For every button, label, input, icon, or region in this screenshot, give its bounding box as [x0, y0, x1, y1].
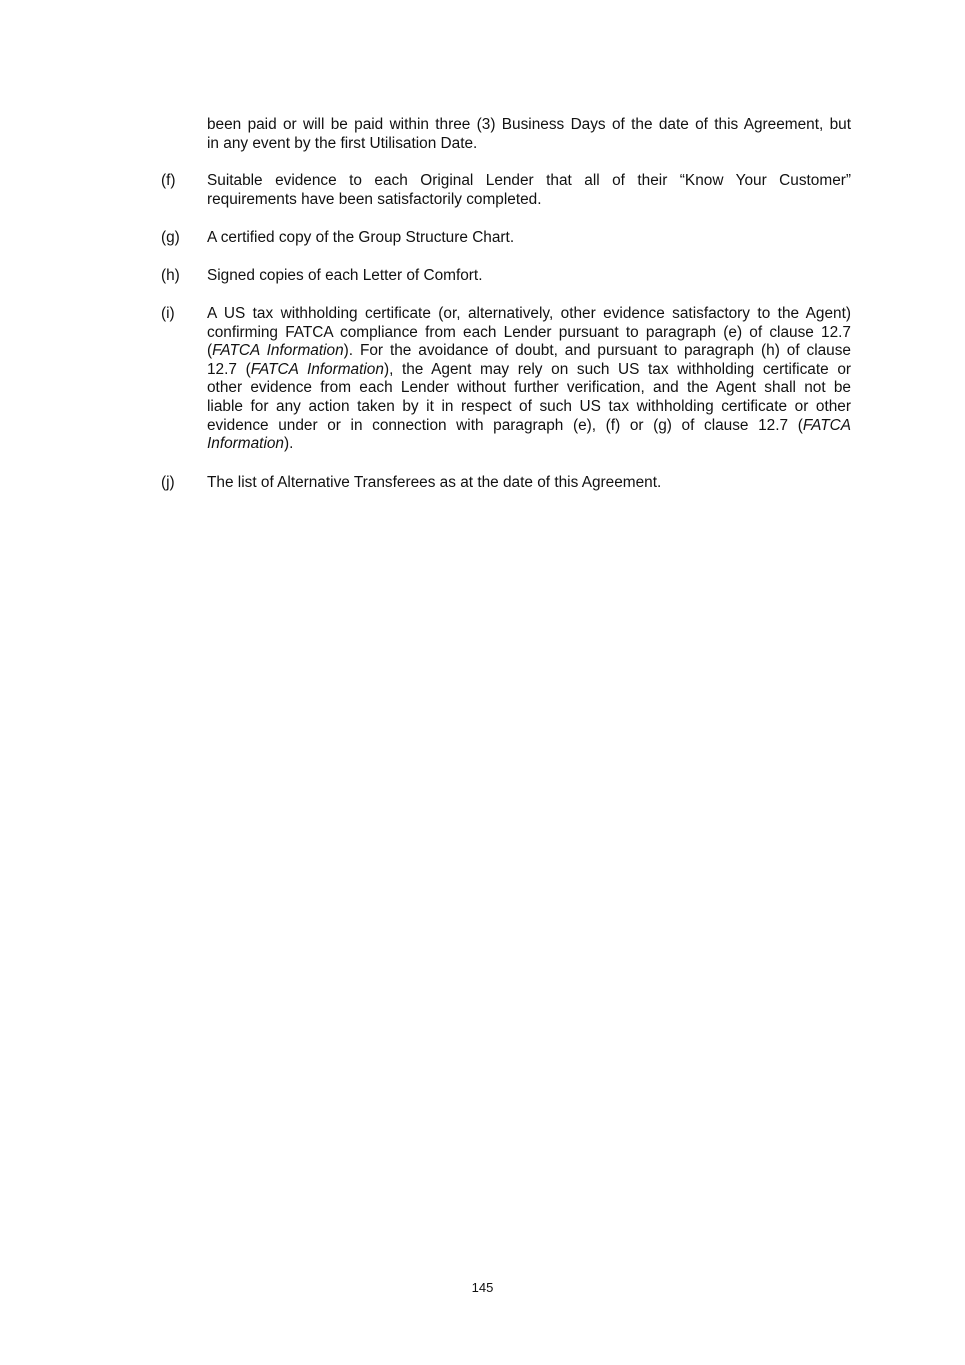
italic-reference: FATCA	[802, 416, 851, 434]
text-line: Suitable evidence to each Original Lender that all of their “Know Your Customer”	[207, 172, 851, 189]
list-item-text	[207, 474, 851, 493]
text-run: ), the Agent may rely on such US tax withholding certificate or	[383, 360, 852, 378]
text-line	[207, 361, 851, 380]
italic-reference: FATCA Information	[212, 342, 344, 360]
text-run: 12.7 (	[207, 360, 251, 378]
text-line: in any event by the first Utilisation Date.	[207, 134, 478, 152]
text-run: ).	[284, 435, 294, 453]
text-line	[207, 435, 851, 454]
list-item-text	[207, 267, 851, 286]
text-line: A certified copy of the Group Structure Chart.	[207, 229, 515, 246]
text-line: liable for any action taken by it in respect of such US tax withholding certificate or other	[207, 397, 851, 415]
text-line: The list of Alternative Transferees as at the date of this Agreement.	[207, 474, 662, 491]
text-line: been paid or will be paid within three (3) Business Days of the date of this Agreement, but	[207, 116, 851, 133]
italic-reference: Information	[207, 435, 284, 453]
list-item-label: (h)	[161, 267, 180, 284]
text-line: other evidence from each Lender without further verification, and the Agent shall not be	[207, 379, 851, 397]
list-item-label: (f)	[161, 172, 176, 189]
text-line: requirements have been satisfactorily completed.	[207, 190, 542, 208]
text-line: Signed copies of each Letter of Comfort.	[207, 267, 483, 284]
list-item-label: (i)	[161, 305, 175, 322]
list-item-text	[207, 305, 851, 454]
paragraph-e-text	[207, 116, 851, 153]
text-run: (	[207, 342, 213, 360]
list-item-label: (j)	[161, 474, 175, 491]
text-line: A US tax withholding certificate (or, alternatively, other evidence satisfactory to the Agent)	[207, 305, 851, 322]
page-number: 145	[471, 1280, 494, 1295]
text-run: ). For the avoidance of doubt, and pursuant to paragraph (h) of clause	[343, 342, 851, 360]
text-line: confirming FATCA compliance from each Lender pursuant to paragraph (e) of clause 12.7	[207, 323, 851, 341]
text-line	[207, 417, 851, 436]
text-line	[207, 342, 851, 361]
list-item-text	[207, 172, 851, 209]
list-item-text	[207, 229, 851, 248]
italic-reference: FATCA Information	[250, 360, 384, 378]
list-item-label: (g)	[161, 229, 180, 246]
text-run: evidence under or in connection with paragraph (e), (f) or (g) of clause 12.7 (	[207, 416, 803, 434]
